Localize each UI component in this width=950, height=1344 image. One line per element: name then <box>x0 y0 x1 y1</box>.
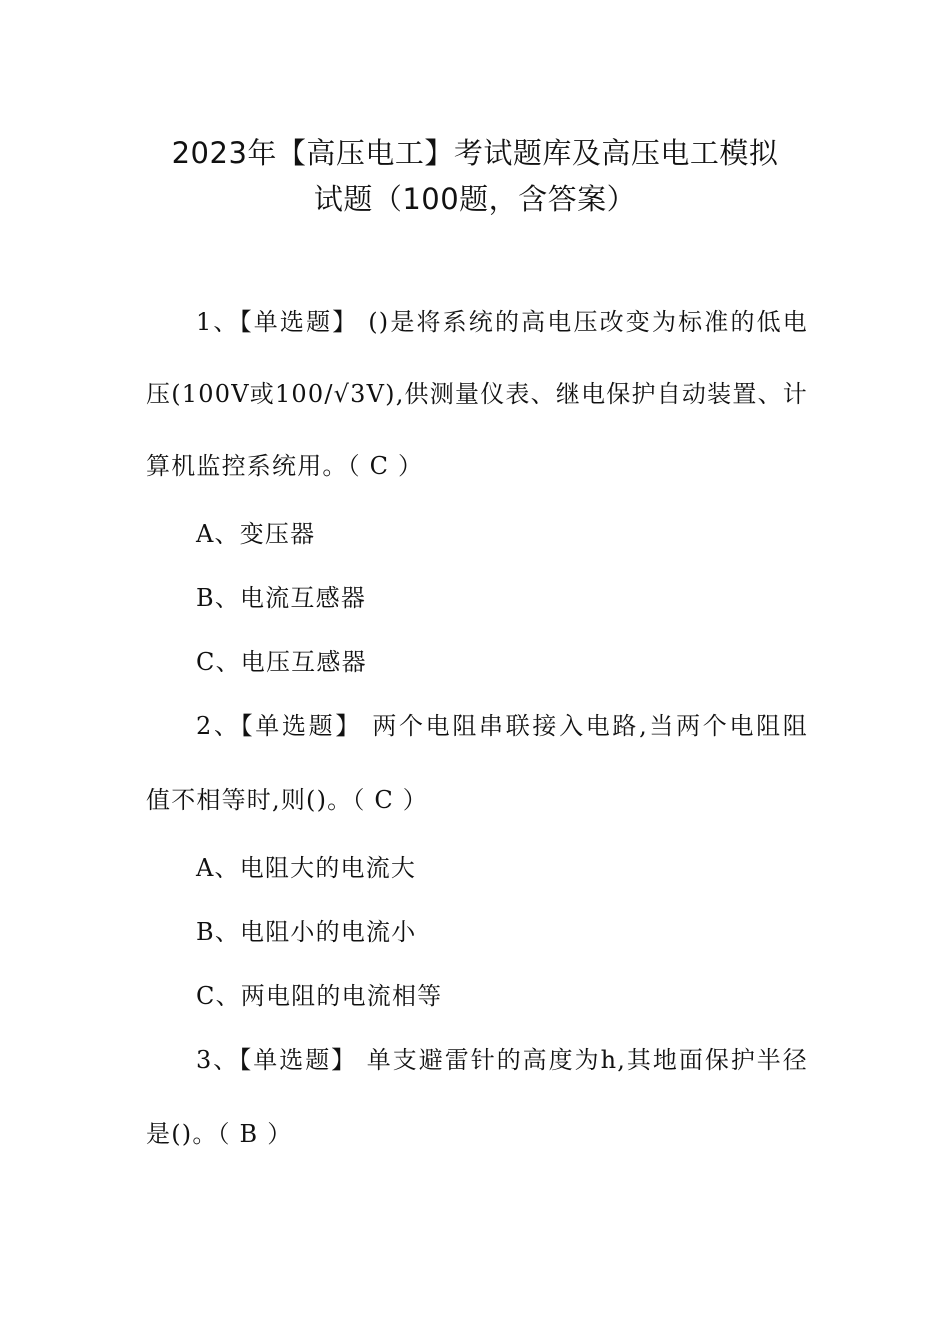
question-1-line-1: 1、【单选题】 ()是将系统的高电压改变为标准的低电 <box>196 308 808 336</box>
question-1-option-c: C、电压互感器 <box>196 648 367 676</box>
question-3-line-1: 3、【单选题】 单支避雷针的高度为h,其地面保护半径 <box>196 1046 808 1074</box>
question-3-line-2: 是()。（ B ） <box>146 1120 293 1148</box>
question-1-line-2: 压(100V或100/√3V),供测量仪表、继电保护自动装置、计 <box>146 380 808 408</box>
question-2-option-b: B、电阻小的电流小 <box>196 918 417 946</box>
question-2-option-a: A、电阻大的电流大 <box>196 854 417 882</box>
question-2-line-2: 值不相等时,则()。（ C ） <box>146 786 428 814</box>
question-2-line-1: 2、【单选题】 两个电阻串联接入电路,当两个电阻阻 <box>196 712 808 740</box>
question-2-option-c: C、两电阻的电流相等 <box>196 982 443 1010</box>
document-title-line-1: 2023年【高压电工】考试题库及高压电工模拟 <box>171 136 779 170</box>
question-1-option-a: A、变压器 <box>196 520 316 548</box>
question-1-option-b: B、电流互感器 <box>196 584 367 612</box>
document-title-line-2: 试题（100题，含答案） <box>313 182 637 216</box>
question-1-line-3: 算机监控系统用。（ C ） <box>146 452 424 480</box>
